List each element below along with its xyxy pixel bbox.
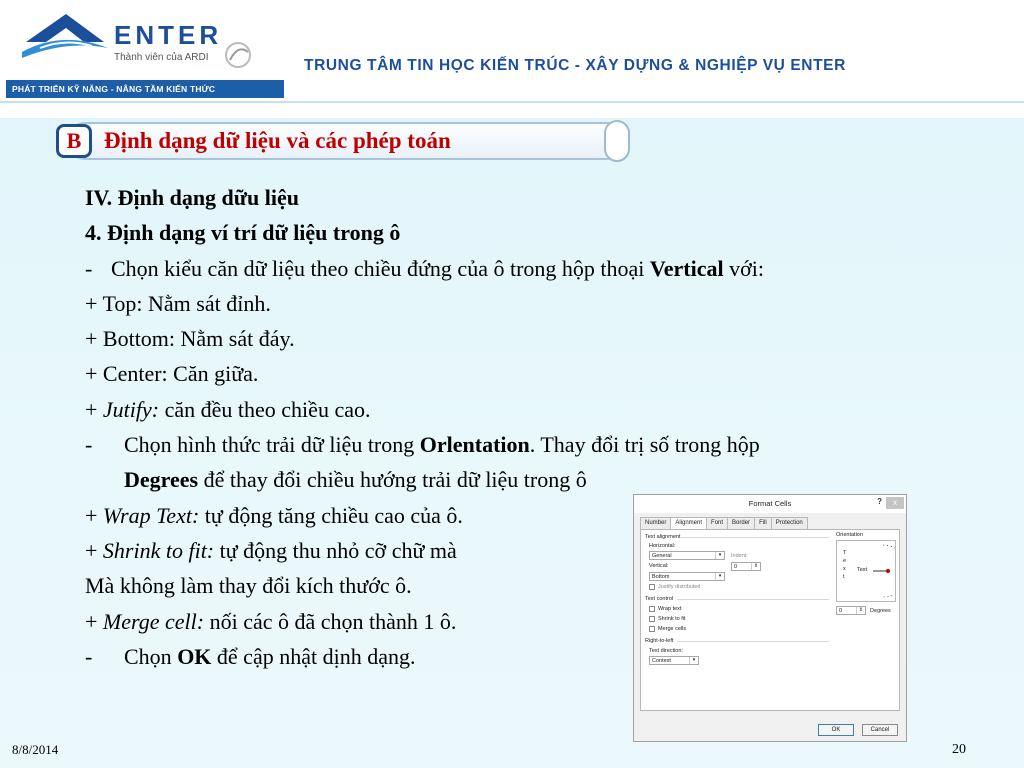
section-badge: B xyxy=(56,124,92,158)
indent-stepper[interactable]: 0 ⇕ xyxy=(731,562,761,571)
orientation-dial-icon xyxy=(837,541,895,601)
enter-logo-icon xyxy=(22,8,108,60)
center-title: TRUNG TÂM TIN HỌC KIẾN TRÚC - XÂY DỰNG & NGHIỆP VỤ ENTER xyxy=(304,57,846,74)
item-center: + Center: Căn giữa. xyxy=(85,361,259,387)
brand-name: ENTER xyxy=(114,20,223,50)
vertical-text-sample: T e x t xyxy=(843,550,847,580)
orientation-box[interactable] xyxy=(836,540,896,602)
heading-section: IV. Định dạng dữu liệu xyxy=(85,185,299,210)
brand-subtitle: Thành viên của ARDI xyxy=(114,52,209,63)
wrap-text-checkbox[interactable] xyxy=(649,606,655,612)
spin-icon: ⇕ xyxy=(751,563,760,570)
bullet-ok: - Chọn OK để cập nhật dịnh dạng. xyxy=(85,643,416,669)
text-direction-label: Text direction: xyxy=(649,648,683,654)
item-merge: + Merge cell: nối các ô đã chọn thành 1 ô. xyxy=(85,608,457,634)
item-wrap-text: + Wrap Text: tự động tăng chiều cao của ô. xyxy=(85,502,463,528)
shrink-to-fit-label: Shrink to fit xyxy=(658,616,686,622)
separator xyxy=(681,537,829,538)
justify-distributed-checkbox[interactable] xyxy=(649,584,655,590)
tab-protection[interactable]: Protection xyxy=(771,517,808,529)
degrees-stepper[interactable]: 0 ⇕ xyxy=(836,606,866,615)
wrap-text-label: Wrap text xyxy=(658,606,682,612)
header-divider xyxy=(0,101,1024,103)
help-icon[interactable]: ? xyxy=(877,497,882,506)
tab-alignment[interactable]: Alignment xyxy=(670,517,707,530)
alignment-panel xyxy=(640,529,900,711)
cancel-button[interactable]: Cancel xyxy=(862,724,898,736)
merge-cells-label: Merge cells xyxy=(658,626,687,632)
chevron-down-icon: ▾ xyxy=(715,573,724,580)
ardi-logo-icon xyxy=(222,40,254,70)
tab-fill[interactable]: Fill xyxy=(754,517,772,529)
tab-number[interactable]: Number xyxy=(640,517,671,529)
bullet-orientation: - Chọn hình thức trải dữ liệu trong Orlentation. Thay đổi trị số trong hộp xyxy=(85,432,760,458)
ok-button[interactable]: OK xyxy=(818,724,854,736)
footer-date: 8/8/2014 xyxy=(12,742,59,757)
spin-icon: ⇕ xyxy=(856,607,865,614)
shrink-to-fit-checkbox[interactable] xyxy=(649,616,655,622)
merge-cells-checkbox[interactable] xyxy=(649,626,655,632)
dialog-tabs xyxy=(640,517,807,529)
text-direction-select[interactable]: Context ▾ xyxy=(649,656,699,665)
section-title: Định dạng dữ liệu và các phép toán xyxy=(104,128,451,153)
heading-subsection: 4. Định dạng ví trí dữ liệu trong ô xyxy=(85,220,401,246)
chevron-down-icon: ▾ xyxy=(689,657,698,664)
tab-font[interactable]: Font xyxy=(706,517,728,529)
indent-label: Indent: xyxy=(731,553,748,559)
tab-border[interactable]: Border xyxy=(727,517,755,529)
item-justify: + Jutify: căn đều theo chiều cao. xyxy=(85,396,371,422)
vertical-select[interactable]: Bottom ▾ xyxy=(649,572,725,581)
horizontal-select[interactable]: General ▾ xyxy=(649,551,725,560)
text-alignment-label: Text alignment xyxy=(645,534,681,540)
page-number: 20 xyxy=(952,742,966,757)
item-shrink-cont: Mà không làm thay đổi kích thước ô. xyxy=(85,573,412,599)
close-icon[interactable]: x xyxy=(886,497,904,509)
degrees-label: Degrees xyxy=(870,608,891,614)
section-banner xyxy=(56,120,630,162)
separator xyxy=(677,599,829,600)
separator xyxy=(677,641,829,642)
bullet-vertical: - Chọn kiểu căn dữ liệu theo chiều đứng của ô trong hộp thoại Vertical với: xyxy=(85,255,764,281)
bullet-orientation-cont: Degrees để thay đổi chiều hướng trải dữ liệu trong ô xyxy=(124,467,587,493)
right-to-left-label: Right-to-left xyxy=(645,638,674,644)
text-control-label: Text control xyxy=(645,596,674,602)
header xyxy=(0,0,1024,118)
horizontal-label: Horizontal: xyxy=(649,543,676,549)
vertical-label: Vertical: xyxy=(649,563,669,569)
slogan-bar: PHÁT TRIỂN KỸ NĂNG - NÂNG TẦM KIẾN THỨC xyxy=(6,80,284,98)
item-top: + Top: Nằm sát đỉnh. xyxy=(85,290,271,316)
justify-distributed-label: Justify distributed xyxy=(658,584,701,590)
item-shrink: + Shrink to fit: tự động thu nhỏ cỡ chữ mà xyxy=(85,537,457,563)
orientation-text: Text xyxy=(857,567,868,573)
format-cells-dialog xyxy=(633,494,907,742)
chevron-down-icon: ▾ xyxy=(715,552,724,559)
section-banner-cap xyxy=(604,120,630,162)
orientation-label: Orientation xyxy=(836,532,863,538)
dialog-title: Format Cells xyxy=(634,495,906,513)
item-bottom: + Bottom: Nằm sát đáy. xyxy=(85,326,295,352)
